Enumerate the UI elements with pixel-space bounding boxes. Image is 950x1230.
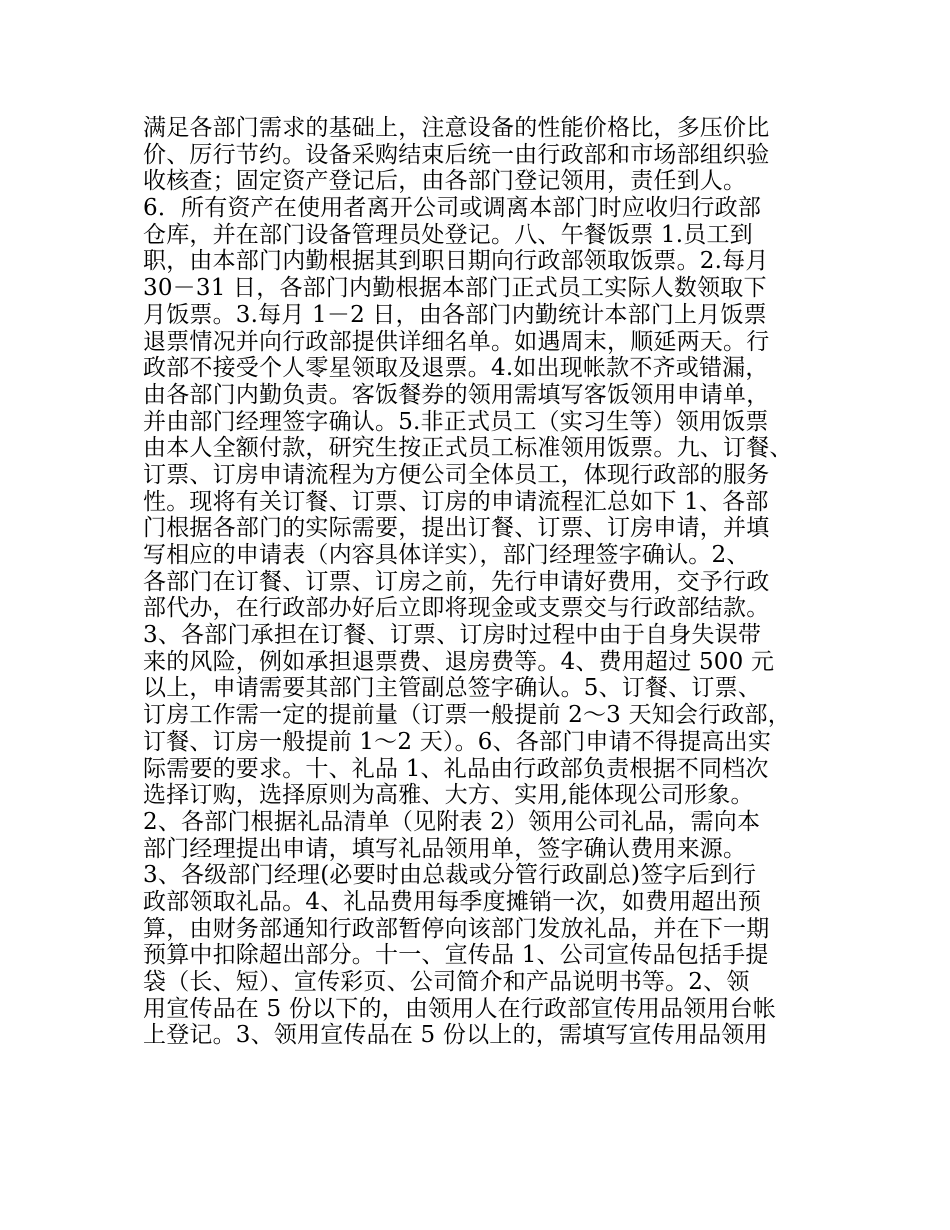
text-line: 部代办，在行政部办好后立即将现金或支票交与行政部结款。 bbox=[143, 595, 770, 622]
text-line: 政部不接受个人零星领取及退票。4.如出现帐款不齐或错漏， bbox=[143, 355, 769, 382]
text-line: 性。现将有关订餐、订票、订房的申请流程汇总如下 1、各部 bbox=[143, 488, 769, 515]
text-line: 来的风险，例如承担退票费、退房费等。4、费用超过 500 元 bbox=[143, 648, 775, 675]
text-line: 30－31 日，各部门内勤根据本部门正式员工实际人数领取下 bbox=[143, 275, 767, 302]
text-line: 订房工作需一定的提前量（订票一般提前 2～3 天知会行政部， bbox=[143, 702, 791, 729]
text-line: 价、厉行节约。设备采购结束后统一由行政部和市场部组织验 bbox=[143, 141, 770, 168]
text-line: 预算中扣除超出部分。十一、宣传品 1、公司宣传品包括手提 bbox=[143, 942, 769, 969]
text-line: 以上，申请需要其部门主管副总签字确认。5、订餐、订票、 bbox=[143, 675, 762, 702]
text-line: 用宣传品在 5 份以下的，由领用人在行政部宣传用品领用台帐 bbox=[143, 995, 777, 1022]
text-line: 订票、订房申请流程为方便公司全体员工，体现行政部的服务 bbox=[143, 461, 770, 488]
text-line: 门根据各部门的实际需要，提出订餐、订票、订房申请，并填 bbox=[143, 515, 770, 542]
text-line: 月饭票。3.每月 1－2 日，由各部门内勤统计本部门上月饭票 bbox=[143, 301, 767, 328]
text-line: 仓库，并在部门设备管理员处登记。八、午餐饭票 1.员工到 bbox=[143, 221, 753, 248]
text-line: 2、各部门根据礼品清单（见附表 2）领用公司礼品，需向本 bbox=[143, 808, 761, 835]
body-text bbox=[143, 115, 843, 1049]
text-line: 6．所有资产在使用者离开公司或调离本部门时应收归行政部 bbox=[143, 195, 762, 222]
text-line: 满足各部门需求的基础上，注意设备的性能价格比，多压价比 bbox=[143, 115, 770, 141]
text-line: 选择订购，选择原则为高雅、大方、实用,能体现公司形象。 bbox=[143, 782, 754, 809]
text-line: 退票情况并向行政部提供详细名单。如遇周末，顺延两天。行 bbox=[143, 328, 770, 355]
text-line: 各部门在订餐、订票、订房之前，先行申请好费用，交予行政 bbox=[143, 568, 770, 595]
text-line: 部门经理提出申请，填写礼品领用单，签字确认费用来源。 bbox=[143, 835, 747, 862]
text-line: 订餐、订房一般提前 1～2 天）。6、各部门申请不得提高出实 bbox=[143, 728, 772, 755]
text-line: 袋（长、短）、宣传彩页、公司简介和产品说明书等。2、领 bbox=[143, 969, 750, 995]
text-line: 收核查；固定资产登记后，由各部门登记领用，责任到人。 bbox=[143, 168, 747, 195]
text-line: 并由部门经理签字确认。5.非正式员工（实习生等）领用饭票 bbox=[143, 408, 769, 435]
text-line: 职，由本部门内勤根据其到职日期向行政部领取饭票。2.每月 bbox=[143, 248, 769, 275]
text-line: 3、各级部门经理(必要时由总裁或分管行政副总)签字后到行 bbox=[143, 862, 757, 889]
text-line: 写相应的申请表（内容具体详实），部门经理签字确认。2、 bbox=[143, 542, 750, 568]
text-line: 政部领取礼品。4、礼品费用每季度摊销一次，如费用超出预 bbox=[143, 888, 762, 915]
text-line: 由本人全额付款，研究生按正式员工标准领用饭票。九、订餐、 bbox=[143, 435, 793, 462]
text-line: 算，由财务部通知行政部暂停向该部门发放礼品，并在下一期 bbox=[143, 915, 770, 942]
text-line: 3、各部门承担在订餐、订票、订房时过程中由于自身失误带 bbox=[143, 622, 762, 649]
text-line: 上登记。3、领用宣传品在 5 份以上的，需填写宣传用品领用 bbox=[143, 1022, 768, 1049]
text-line: 际需要的要求。十、礼品 1、礼品由行政部负责根据不同档次 bbox=[143, 755, 769, 782]
text-line: 由各部门内勤负责。客饭餐券的领用需填写客饭领用申请单， bbox=[143, 381, 770, 408]
